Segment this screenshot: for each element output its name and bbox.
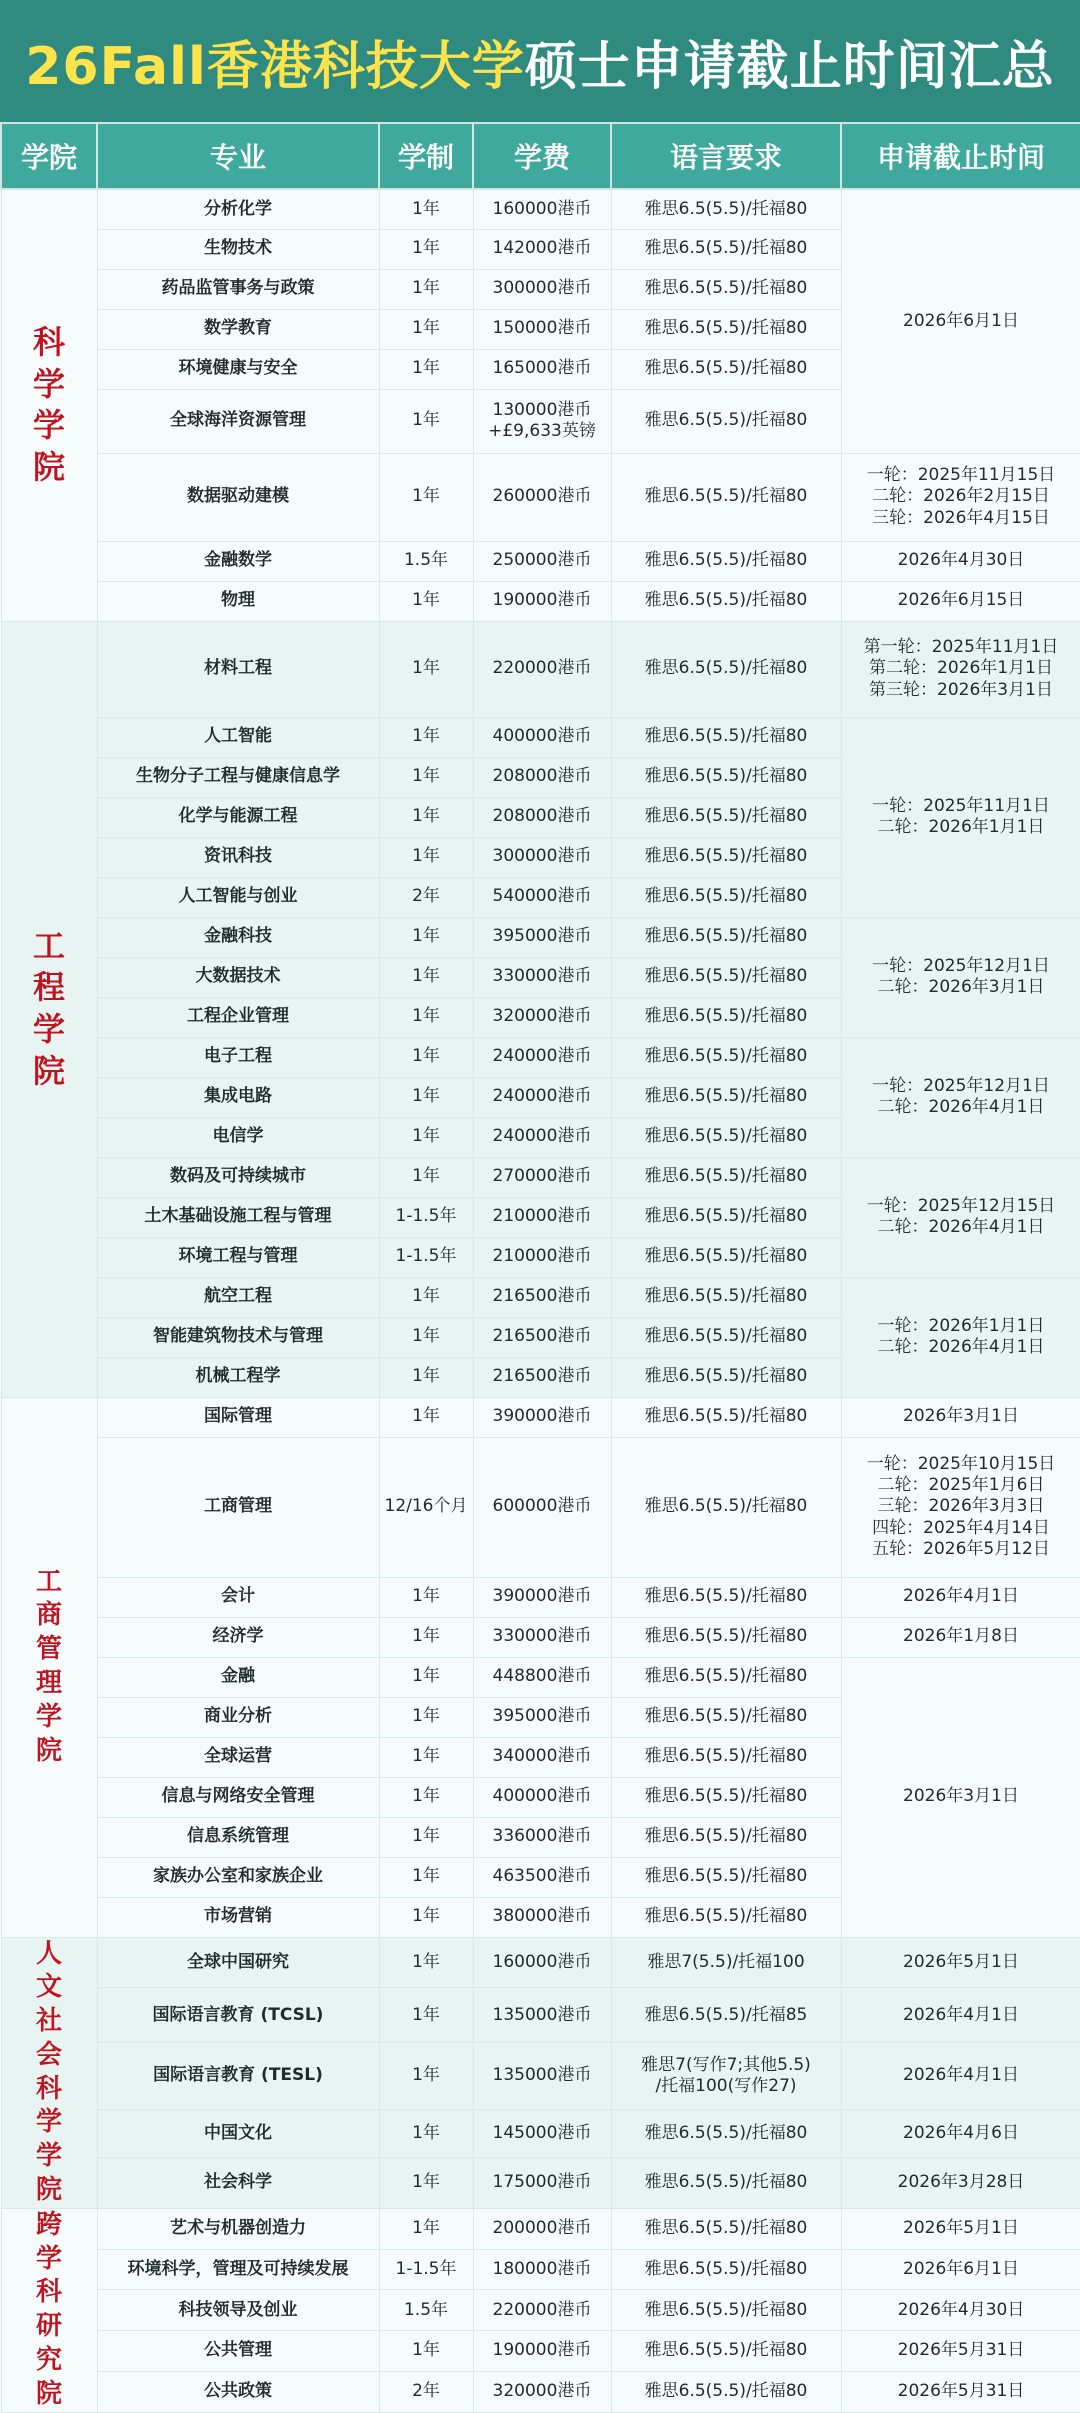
- duration-cell: 1年: [379, 957, 473, 997]
- fee-cell: 190000港币: [473, 2331, 611, 2372]
- language-cell: 雅思6.5(5.5)/托福80: [611, 1697, 841, 1737]
- fee-cell: 216500港币: [473, 1357, 611, 1397]
- language-cell: 雅思6.5(5.5)/托福80: [611, 2290, 841, 2331]
- program-cell: 电子工程: [97, 1037, 379, 1077]
- deadline-table: [0, 122, 1080, 2413]
- duration-cell: 1年: [379, 453, 473, 541]
- dept-cell: 跨 学 科 研 究 院: [1, 2208, 97, 2412]
- table-row: [1, 541, 1080, 581]
- fee-cell: 210000港币: [473, 1197, 611, 1237]
- fee-cell: 130000港币 +£9,633英镑: [473, 389, 611, 453]
- fee-cell: 135000港币: [473, 1988, 611, 2043]
- program-cell: 药品监管事务与政策: [97, 269, 379, 309]
- table-row: [1, 1937, 1080, 1988]
- table-row: [1, 453, 1080, 541]
- program-cell: 航空工程: [97, 1277, 379, 1317]
- language-cell: 雅思6.5(5.5)/托福80: [611, 581, 841, 621]
- duration-cell: 1年: [379, 1117, 473, 1157]
- program-cell: 家族办公室和家族企业: [97, 1857, 379, 1897]
- duration-cell: 1年: [379, 997, 473, 1037]
- deadline-cell: 2026年6月15日: [841, 581, 1080, 621]
- duration-cell: 2年: [379, 2371, 473, 2412]
- language-cell: 雅思6.5(5.5)/托福80: [611, 2158, 841, 2209]
- fee-cell: 300000港币: [473, 269, 611, 309]
- table-row: [1, 189, 1080, 229]
- program-cell: 化学与能源工程: [97, 797, 379, 837]
- program-cell: 国际语言教育 (TESL): [97, 2043, 379, 2109]
- fee-cell: 160000港币: [473, 1937, 611, 1988]
- duration-cell: 1年: [379, 2043, 473, 2109]
- deadline-cell: 一轮：2025年11月1日 二轮：2026年1月1日: [841, 717, 1080, 917]
- table-body: [1, 189, 1080, 2412]
- language-cell: 雅思6.5(5.5)/托福80: [611, 1897, 841, 1937]
- language-cell: 雅思6.5(5.5)/托福80: [611, 1577, 841, 1617]
- fee-cell: 600000港币: [473, 1437, 611, 1577]
- language-cell: 雅思6.5(5.5)/托福80: [611, 1857, 841, 1897]
- table-row: [1, 1657, 1080, 1697]
- deadline-cell: 一轮：2025年12月1日 二轮：2026年3月1日: [841, 917, 1080, 1037]
- deadline-cell: 2026年4月30日: [841, 541, 1080, 581]
- title-part-1: 26Fall香港科技大学: [25, 36, 525, 97]
- language-cell: 雅思6.5(5.5)/托福80: [611, 2109, 841, 2158]
- table-row: [1, 621, 1080, 717]
- fee-cell: 145000港币: [473, 2109, 611, 2158]
- duration-cell: 1年: [379, 1577, 473, 1617]
- deadline-cell: 2026年5月31日: [841, 2371, 1080, 2412]
- deadline-cell: 2026年5月1日: [841, 2208, 1080, 2249]
- program-cell: 工程企业管理: [97, 997, 379, 1037]
- language-cell: 雅思6.5(5.5)/托福80: [611, 2331, 841, 2372]
- table-row: [1, 2158, 1080, 2209]
- program-cell: 分析化学: [97, 189, 379, 229]
- table-row: [1, 2109, 1080, 2158]
- language-cell: 雅思6.5(5.5)/托福80: [611, 349, 841, 389]
- duration-cell: 1年: [379, 389, 473, 453]
- table-row: [1, 1157, 1080, 1197]
- dept-cell: 工 商 管 理 学 院: [1, 1397, 97, 1937]
- fee-cell: 400000港币: [473, 717, 611, 757]
- deadline-cell: 2026年5月31日: [841, 2331, 1080, 2372]
- program-cell: 市场营销: [97, 1897, 379, 1937]
- program-cell: 信息系统管理: [97, 1817, 379, 1857]
- deadline-cell: 2026年4月1日: [841, 2043, 1080, 2109]
- language-cell: 雅思6.5(5.5)/托福85: [611, 1988, 841, 2043]
- program-cell: 经济学: [97, 1617, 379, 1657]
- language-cell: 雅思7(写作7;其他5.5) /托福100(写作27): [611, 2043, 841, 2109]
- deadline-cell: 2026年1月8日: [841, 1617, 1080, 1657]
- language-cell: 雅思6.5(5.5)/托福80: [611, 1277, 841, 1317]
- duration-cell: 1年: [379, 309, 473, 349]
- duration-cell: 1年: [379, 1157, 473, 1197]
- fee-cell: 330000港币: [473, 957, 611, 997]
- fee-cell: 270000港币: [473, 1157, 611, 1197]
- language-cell: 雅思6.5(5.5)/托福80: [611, 1737, 841, 1777]
- deadline-cell: 2026年4月1日: [841, 1577, 1080, 1617]
- program-cell: 资讯科技: [97, 837, 379, 877]
- fee-cell: 330000港币: [473, 1617, 611, 1657]
- table-row: [1, 1577, 1080, 1617]
- fee-cell: 463500港币: [473, 1857, 611, 1897]
- table-row: [1, 2249, 1080, 2290]
- duration-cell: 1年: [379, 2158, 473, 2209]
- program-cell: 物理: [97, 581, 379, 621]
- duration-cell: 1年: [379, 581, 473, 621]
- header-deadline: 申请截止时间: [841, 123, 1080, 189]
- duration-cell: 1-1.5年: [379, 2249, 473, 2290]
- language-cell: 雅思6.5(5.5)/托福80: [611, 269, 841, 309]
- duration-cell: 1年: [379, 1657, 473, 1697]
- fee-cell: 216500港币: [473, 1317, 611, 1357]
- fee-cell: 540000港币: [473, 877, 611, 917]
- program-cell: 数据驱动建模: [97, 453, 379, 541]
- fee-cell: 395000港币: [473, 917, 611, 957]
- program-cell: 公共管理: [97, 2331, 379, 2372]
- deadline-cell: 一轮：2025年11月15日 二轮：2026年2月15日 三轮：2026年4月15日: [841, 453, 1080, 541]
- program-cell: 国际语言教育 (TCSL): [97, 1988, 379, 2043]
- language-cell: 雅思6.5(5.5)/托福80: [611, 957, 841, 997]
- header-duration: 学制: [379, 123, 473, 189]
- duration-cell: 1年: [379, 1277, 473, 1317]
- program-cell: 土木基础设施工程与管理: [97, 1197, 379, 1237]
- duration-cell: 1.5年: [379, 541, 473, 581]
- program-cell: 材料工程: [97, 621, 379, 717]
- program-cell: 电信学: [97, 1117, 379, 1157]
- fee-cell: 175000港币: [473, 2158, 611, 2209]
- deadline-cell: 2026年3月28日: [841, 2158, 1080, 2209]
- program-cell: 会计: [97, 1577, 379, 1617]
- table-header-row: [1, 123, 1080, 189]
- language-cell: 雅思6.5(5.5)/托福80: [611, 1037, 841, 1077]
- dept-cell: 科 学 学 院: [1, 189, 97, 621]
- language-cell: 雅思6.5(5.5)/托福80: [611, 1617, 841, 1657]
- dept-cell: 工 程 学 院: [1, 621, 97, 1397]
- language-cell: 雅思6.5(5.5)/托福80: [611, 189, 841, 229]
- program-cell: 环境工程与管理: [97, 1237, 379, 1277]
- program-cell: 集成电路: [97, 1077, 379, 1117]
- program-cell: 生物技术: [97, 229, 379, 269]
- duration-cell: 1年: [379, 1077, 473, 1117]
- table-row: [1, 1437, 1080, 1577]
- fee-cell: 165000港币: [473, 349, 611, 389]
- table-row: [1, 1277, 1080, 1317]
- duration-cell: 1年: [379, 1897, 473, 1937]
- table-row: [1, 2331, 1080, 2372]
- program-cell: 金融数学: [97, 541, 379, 581]
- header-program: 专业: [97, 123, 379, 189]
- program-cell: 中国文化: [97, 2109, 379, 2158]
- table-row: [1, 2371, 1080, 2412]
- program-cell: 大数据技术: [97, 957, 379, 997]
- table-row: [1, 917, 1080, 957]
- language-cell: 雅思6.5(5.5)/托福80: [611, 621, 841, 717]
- fee-cell: 210000港币: [473, 1237, 611, 1277]
- program-cell: 信息与网络安全管理: [97, 1777, 379, 1817]
- fee-cell: 240000港币: [473, 1117, 611, 1157]
- program-cell: 金融: [97, 1657, 379, 1697]
- deadline-cell: 第一轮：2025年11月1日 第二轮：2026年1月1日 第三轮：2026年3月1日: [841, 621, 1080, 717]
- language-cell: 雅思6.5(5.5)/托福80: [611, 309, 841, 349]
- duration-cell: 1年: [379, 1737, 473, 1777]
- deadline-table-wrapper: [0, 122, 1080, 2409]
- program-cell: 生物分子工程与健康信息学: [97, 757, 379, 797]
- program-cell: 科技领导及创业: [97, 2290, 379, 2331]
- duration-cell: 12/16个月: [379, 1437, 473, 1577]
- duration-cell: 1年: [379, 2208, 473, 2249]
- duration-cell: 1年: [379, 757, 473, 797]
- duration-cell: 1年: [379, 1857, 473, 1897]
- language-cell: 雅思6.5(5.5)/托福80: [611, 1237, 841, 1277]
- deadline-cell: 2026年4月30日: [841, 2290, 1080, 2331]
- language-cell: 雅思7(5.5)/托福100: [611, 1937, 841, 1988]
- language-cell: 雅思6.5(5.5)/托福80: [611, 917, 841, 957]
- duration-cell: 1年: [379, 269, 473, 309]
- program-cell: 国际管理: [97, 1397, 379, 1437]
- header-language: 语言要求: [611, 123, 841, 189]
- deadline-cell: 一轮：2025年12月15日 二轮：2026年4月1日: [841, 1157, 1080, 1277]
- language-cell: 雅思6.5(5.5)/托福80: [611, 389, 841, 453]
- table-row: [1, 581, 1080, 621]
- language-cell: 雅思6.5(5.5)/托福80: [611, 1117, 841, 1157]
- table-row: [1, 2290, 1080, 2331]
- duration-cell: 1年: [379, 189, 473, 229]
- fee-cell: 142000港币: [473, 229, 611, 269]
- language-cell: 雅思6.5(5.5)/托福80: [611, 1437, 841, 1577]
- header-dept: 学院: [1, 123, 97, 189]
- fee-cell: 260000港币: [473, 453, 611, 541]
- deadline-cell: 2026年4月6日: [841, 2109, 1080, 2158]
- fee-cell: 250000港币: [473, 541, 611, 581]
- program-cell: 人工智能: [97, 717, 379, 757]
- program-cell: 工商管理: [97, 1437, 379, 1577]
- table-row: [1, 1617, 1080, 1657]
- deadline-cell: 2026年6月1日: [841, 189, 1080, 453]
- program-cell: 全球运营: [97, 1737, 379, 1777]
- duration-cell: 1年: [379, 229, 473, 269]
- deadline-cell: 2026年3月1日: [841, 1397, 1080, 1437]
- deadline-cell: 一轮：2025年12月1日 二轮：2026年4月1日: [841, 1037, 1080, 1157]
- title-part-2: 硕士申请截止时间汇总: [524, 36, 1055, 97]
- duration-cell: 1年: [379, 1988, 473, 2043]
- table-row: [1, 717, 1080, 757]
- program-cell: 数码及可持续城市: [97, 1157, 379, 1197]
- fee-cell: 395000港币: [473, 1697, 611, 1737]
- table-row: [1, 2043, 1080, 2109]
- dept-cell: 人 文 社 会 科 学 学 院: [1, 1937, 97, 2208]
- program-cell: 全球中国研究: [97, 1937, 379, 1988]
- fee-cell: 400000港币: [473, 1777, 611, 1817]
- fee-cell: 448800港币: [473, 1657, 611, 1697]
- fee-cell: 340000港币: [473, 1737, 611, 1777]
- language-cell: 雅思6.5(5.5)/托福80: [611, 757, 841, 797]
- program-cell: 公共政策: [97, 2371, 379, 2412]
- duration-cell: 1年: [379, 1817, 473, 1857]
- duration-cell: 1年: [379, 917, 473, 957]
- fee-cell: 220000港币: [473, 2290, 611, 2331]
- deadline-cell: 2026年3月1日: [841, 1657, 1080, 1937]
- program-cell: 环境健康与安全: [97, 349, 379, 389]
- program-cell: 艺术与机器创造力: [97, 2208, 379, 2249]
- duration-cell: 1年: [379, 1777, 473, 1817]
- duration-cell: 1年: [379, 1397, 473, 1437]
- fee-cell: 300000港币: [473, 837, 611, 877]
- language-cell: 雅思6.5(5.5)/托福80: [611, 2208, 841, 2249]
- language-cell: 雅思6.5(5.5)/托福80: [611, 2249, 841, 2290]
- fee-cell: 240000港币: [473, 1037, 611, 1077]
- program-cell: 社会科学: [97, 2158, 379, 2209]
- language-cell: 雅思6.5(5.5)/托福80: [611, 1317, 841, 1357]
- language-cell: 雅思6.5(5.5)/托福80: [611, 1817, 841, 1857]
- language-cell: 雅思6.5(5.5)/托福80: [611, 1157, 841, 1197]
- program-cell: 机械工程学: [97, 1357, 379, 1397]
- program-cell: 数学教育: [97, 309, 379, 349]
- program-cell: 金融科技: [97, 917, 379, 957]
- table-row: [1, 1037, 1080, 1077]
- duration-cell: 1年: [379, 621, 473, 717]
- table-row: [1, 1397, 1080, 1437]
- duration-cell: 1年: [379, 797, 473, 837]
- language-cell: 雅思6.5(5.5)/托福80: [611, 541, 841, 581]
- fee-cell: 190000港币: [473, 581, 611, 621]
- duration-cell: 1年: [379, 1617, 473, 1657]
- duration-cell: 1年: [379, 1317, 473, 1357]
- fee-cell: 390000港币: [473, 1397, 611, 1437]
- language-cell: 雅思6.5(5.5)/托福80: [611, 1197, 841, 1237]
- fee-cell: 380000港币: [473, 1897, 611, 1937]
- table-row: [1, 2208, 1080, 2249]
- duration-cell: 1-1.5年: [379, 1197, 473, 1237]
- fee-cell: 208000港币: [473, 797, 611, 837]
- fee-cell: 320000港币: [473, 997, 611, 1037]
- language-cell: 雅思6.5(5.5)/托福80: [611, 837, 841, 877]
- program-cell: 智能建筑物技术与管理: [97, 1317, 379, 1357]
- program-cell: 人工智能与创业: [97, 877, 379, 917]
- deadline-cell: 一轮：2025年10月15日 二轮：2025年1月6日 三轮：2026年3月3日 四轮：2025年4月14日 五轮：2026年5月12日: [841, 1437, 1080, 1577]
- fee-cell: 208000港币: [473, 757, 611, 797]
- fee-cell: 150000港币: [473, 309, 611, 349]
- fee-cell: 216500港币: [473, 1277, 611, 1317]
- language-cell: 雅思6.5(5.5)/托福80: [611, 1357, 841, 1397]
- duration-cell: 1年: [379, 717, 473, 757]
- fee-cell: 200000港币: [473, 2208, 611, 2249]
- duration-cell: 1年: [379, 2109, 473, 2158]
- deadline-cell: 2026年4月1日: [841, 1988, 1080, 2043]
- language-cell: 雅思6.5(5.5)/托福80: [611, 797, 841, 837]
- language-cell: 雅思6.5(5.5)/托福80: [611, 717, 841, 757]
- fee-cell: 336000港币: [473, 1817, 611, 1857]
- duration-cell: 2年: [379, 877, 473, 917]
- deadline-cell: 一轮：2026年1月1日 二轮：2026年4月1日: [841, 1277, 1080, 1397]
- duration-cell: 1年: [379, 1037, 473, 1077]
- language-cell: 雅思6.5(5.5)/托福80: [611, 229, 841, 269]
- duration-cell: 1.5年: [379, 2290, 473, 2331]
- language-cell: 雅思6.5(5.5)/托福80: [611, 1077, 841, 1117]
- language-cell: 雅思6.5(5.5)/托福80: [611, 997, 841, 1037]
- duration-cell: 1年: [379, 1937, 473, 1988]
- program-cell: 环境科学，管理及可持续发展: [97, 2249, 379, 2290]
- duration-cell: 1年: [379, 2331, 473, 2372]
- deadline-cell: 2026年5月1日: [841, 1937, 1080, 1988]
- duration-cell: 1年: [379, 349, 473, 389]
- fee-cell: 240000港币: [473, 1077, 611, 1117]
- fee-cell: 320000港币: [473, 2371, 611, 2412]
- language-cell: 雅思6.5(5.5)/托福80: [611, 1657, 841, 1697]
- duration-cell: 1年: [379, 837, 473, 877]
- language-cell: 雅思6.5(5.5)/托福80: [611, 1777, 841, 1817]
- duration-cell: 1年: [379, 1357, 473, 1397]
- program-cell: 商业分析: [97, 1697, 379, 1737]
- program-cell: 全球海洋资源管理: [97, 389, 379, 453]
- header-fee: 学费: [473, 123, 611, 189]
- fee-cell: 135000港币: [473, 2043, 611, 2109]
- language-cell: 雅思6.5(5.5)/托福80: [611, 1397, 841, 1437]
- fee-cell: 390000港币: [473, 1577, 611, 1617]
- language-cell: 雅思6.5(5.5)/托福80: [611, 877, 841, 917]
- language-cell: 雅思6.5(5.5)/托福80: [611, 453, 841, 541]
- deadline-cell: 2026年6月1日: [841, 2249, 1080, 2290]
- fee-cell: 160000港币: [473, 189, 611, 229]
- duration-cell: 1-1.5年: [379, 1237, 473, 1277]
- fee-cell: 180000港币: [473, 2249, 611, 2290]
- duration-cell: 1年: [379, 1697, 473, 1737]
- table-row: [1, 1988, 1080, 2043]
- language-cell: 雅思6.5(5.5)/托福80: [611, 2371, 841, 2412]
- fee-cell: 220000港币: [473, 621, 611, 717]
- page-title: [0, 0, 1080, 122]
